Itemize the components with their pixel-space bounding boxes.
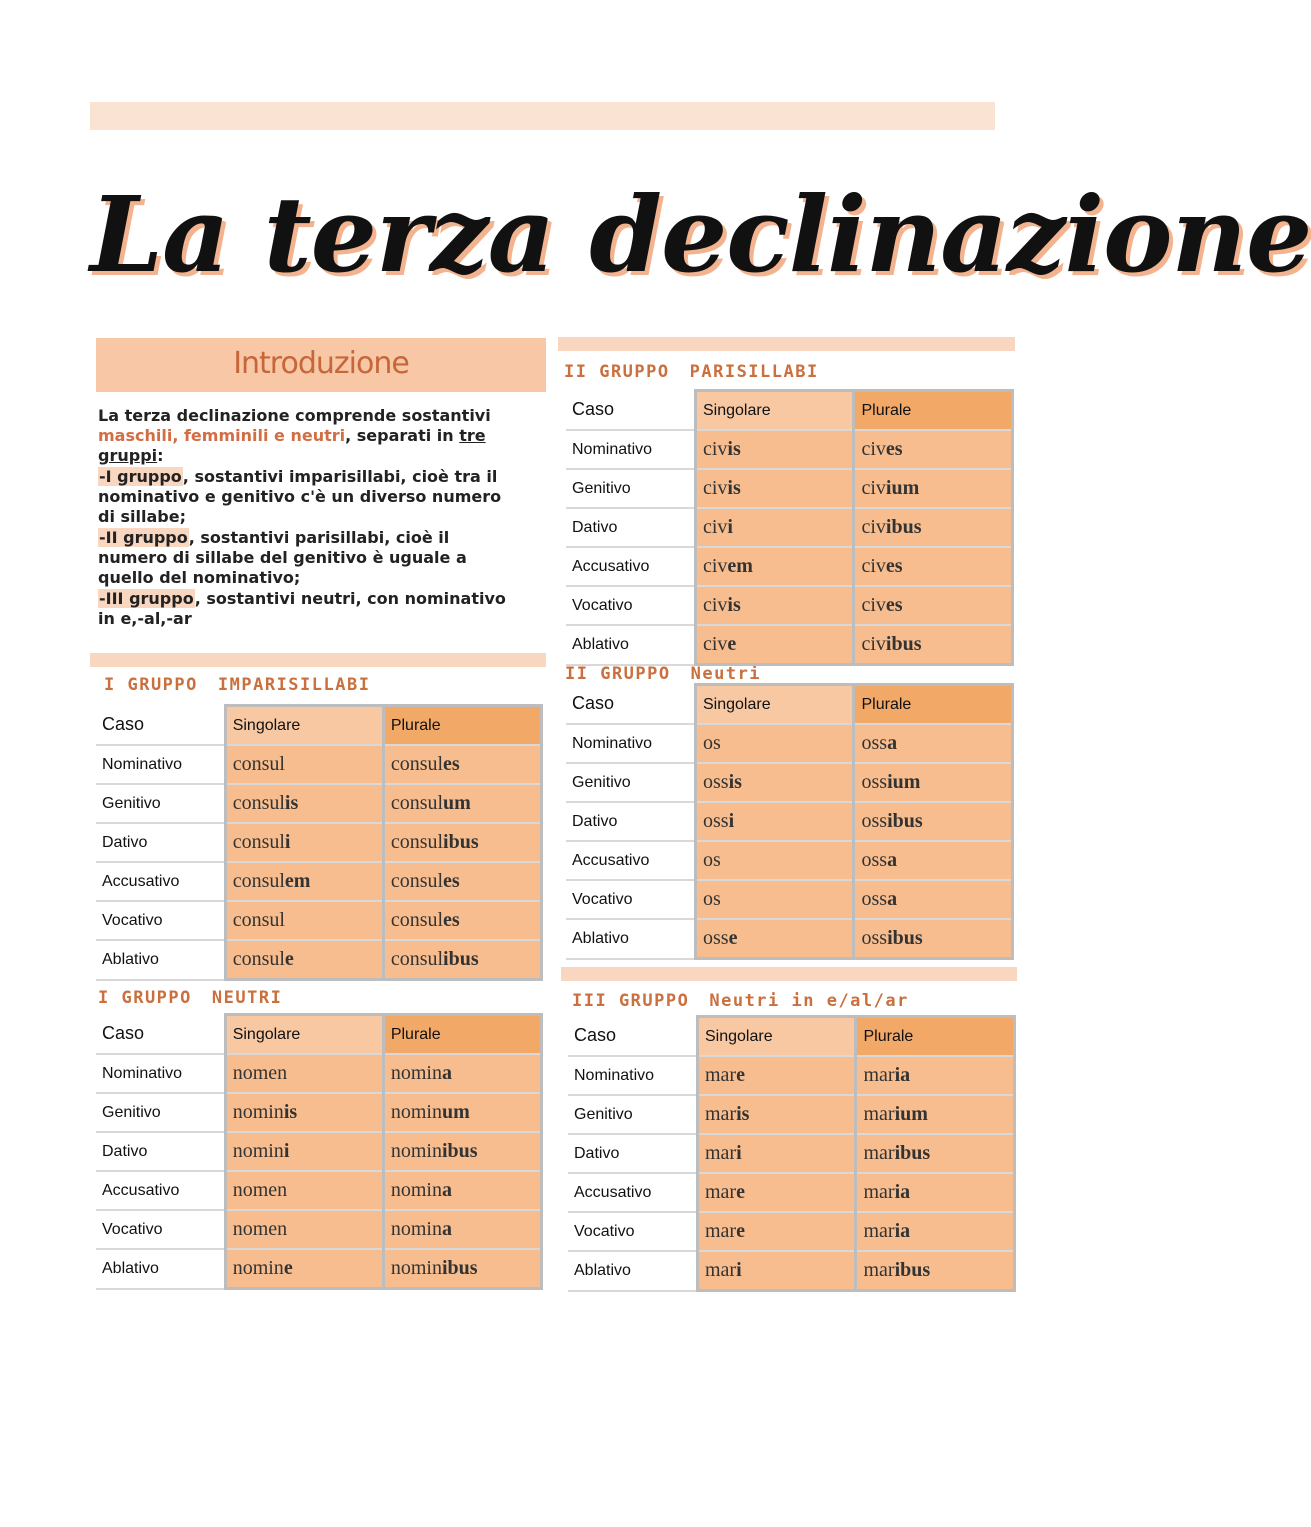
table-row [566,508,1013,547]
section-group: II GRUPPO [565,664,671,684]
plural-form [383,1132,541,1171]
intro-text-part: , separati in [345,426,460,445]
word-ending: i [736,1259,742,1281]
plural-form [383,784,541,823]
singular-form [695,880,854,919]
word-stem: civ [702,594,728,616]
header-plurale: Plurale [856,1017,1015,1057]
intro-paragraph-4 [98,589,518,629]
intro-highlight: maschili, femminili e neutri [98,426,346,445]
word-stem: os [702,732,721,754]
word-stem: mar [704,1220,737,1242]
word-ending: ibus [887,927,923,949]
word-stem: civ [702,555,728,577]
intro-group-marker: -I gruppo [99,467,182,486]
word-ending: i [728,810,735,832]
singular-form [225,940,383,980]
section-type: IMPARISILLABI [217,675,371,695]
intro-paragraph-3 [98,528,518,588]
case-label: Genitivo [96,1093,225,1132]
plural-form [383,1249,541,1289]
header-caso: Caso [96,1015,225,1055]
word-stem: oss [702,810,729,832]
header-plurale: Plurale [854,391,1013,431]
table-row [566,919,1013,959]
word-ending: es [885,594,903,616]
table-row [568,1095,1015,1134]
word-ending: i [284,831,291,853]
case-label: Ablativo [96,940,225,980]
case-label: Genitivo [568,1095,697,1134]
header-caso: Caso [568,1017,697,1057]
word-stem: civ [861,555,886,577]
word-stem: civ [702,477,728,499]
word-ending: ibus [887,810,923,832]
header-singolare: Singolare [225,706,383,746]
section-group: I GRUPPO [104,675,198,695]
case-label: Nominativo [96,1054,225,1093]
word-ending: ia [894,1064,911,1086]
word-ending: ium [894,1103,928,1125]
plural-form [854,919,1013,959]
table-row [566,586,1013,625]
intro-paragraph-2 [98,467,518,527]
word-ending: i [736,1142,742,1164]
case-label: Dativo [96,823,225,862]
word-stem: nomen [232,1218,288,1240]
top-decor-bar [90,102,995,130]
singular-form [697,1134,856,1173]
word-ending: i [727,516,733,538]
intro-paragraph-1 [98,406,518,466]
word-stem: nomin [390,1257,442,1279]
singular-form [225,862,383,901]
table-row [96,901,542,940]
section-group: III GRUPPO [572,991,690,1011]
case-label: Vocativo [566,586,695,625]
case-label: Dativo [566,508,695,547]
case-label: Dativo [568,1134,697,1173]
word-ending: is [728,771,742,793]
table-row [566,880,1013,919]
divider-right-bottom [561,967,1017,981]
singular-form [225,745,383,784]
word-ending: em [727,555,753,577]
word-ending: ibus [441,1257,478,1279]
word-stem: mar [704,1142,737,1164]
word-stem: os [702,849,721,871]
table-row [566,469,1013,508]
divider-left-mid [90,653,546,667]
case-label: Vocativo [566,880,695,919]
word-stem: oss [861,771,888,793]
table-row [566,625,1013,665]
table-row [96,940,542,980]
word-stem: civ [702,633,728,655]
case-label: Accusativo [566,841,695,880]
intro-text-part: , sostantivi imparisillabi, cioè tra il nominativo e genitivo c'è un diverso numero di sillabe; [98,467,502,526]
singular-form [695,724,854,763]
word-ending: is [727,477,741,499]
plural-form [856,1095,1015,1134]
word-ending: e [736,1220,745,1242]
word-ending: es [443,753,460,775]
word-stem: mar [863,1064,895,1086]
word-ending: es [443,870,460,892]
plural-form [854,430,1013,469]
plural-form [383,901,541,940]
table-row [96,1054,542,1093]
plural-form [854,586,1013,625]
case-label: Vocativo [568,1212,697,1251]
plural-form [383,1054,541,1093]
plural-form [854,880,1013,919]
case-label: Accusativo [96,1171,225,1210]
plural-form [854,841,1013,880]
word-stem: nomen [232,1062,288,1084]
plural-form [383,1093,541,1132]
word-stem: mar [863,1142,895,1164]
word-stem: consul [390,792,444,814]
table-neutri-2 [566,683,1014,960]
word-stem: mar [863,1181,895,1203]
section-type: NEUTRI [211,988,283,1008]
word-ending: a [887,732,898,754]
section-label-neutri-2 [565,664,761,684]
intro-text-part: , sostantivi parisillabi, cioè il numero di sillabe del genitivo è uguale a quello del nominativo; [98,528,467,587]
word-stem: oss [861,927,888,949]
table-header-row [568,1017,1015,1057]
header-caso: Caso [566,391,695,431]
header-plurale: Plurale [383,706,541,746]
singular-form [695,469,854,508]
word-ending: i [283,1140,290,1162]
word-ending: em [284,870,311,892]
singular-form [225,1093,383,1132]
word-stem: oss [702,927,729,949]
table-row [96,1210,542,1249]
word-stem: nomin [390,1218,442,1240]
table-row [566,430,1013,469]
word-ending: ibus [894,1142,931,1164]
plural-form [854,547,1013,586]
singular-form [695,919,854,959]
plural-form [383,862,541,901]
word-ending: a [441,1218,452,1240]
table-row [566,547,1013,586]
word-ending: is [284,792,299,814]
word-ending: es [885,438,903,460]
intro-text-part: La terza declinazione comprende sostantivi [98,406,491,425]
case-label: Nominativo [566,430,695,469]
word-stem: consul [232,948,285,970]
intro-text [98,406,518,630]
word-ending: e [283,1257,293,1279]
word-ending: ibus [441,1140,478,1162]
table-row [568,1056,1015,1095]
word-ending: ibus [894,1259,931,1281]
plural-form [856,1056,1015,1095]
intro-group-marker: -III gruppo [99,589,194,608]
table-row [566,802,1013,841]
word-stem: civ [861,633,886,655]
plural-form [383,1210,541,1249]
word-stem: mar [704,1064,737,1086]
word-stem: consul [232,870,285,892]
word-ending: um [441,1101,470,1123]
word-ending: is [727,438,741,460]
section-label-imparisillabi [104,675,370,695]
singular-form [695,802,854,841]
word-stem: civ [861,438,886,460]
section-label-parisillabi [564,362,819,382]
table-header-row [96,1015,542,1055]
case-label: Vocativo [96,901,225,940]
table-row [96,745,542,784]
case-label: Dativo [96,1132,225,1171]
singular-form [225,1249,383,1289]
word-ending: ium [887,771,921,793]
word-ending: ibus [885,633,922,655]
word-ending: e [727,633,737,655]
table-row [96,784,542,823]
word-ending: ibus [443,948,479,970]
word-stem: os [702,888,721,910]
case-label: Nominativo [568,1056,697,1095]
intro-underline: tre gruppi [98,426,486,465]
word-stem: civ [702,438,728,460]
singular-form [225,1210,383,1249]
plural-form [856,1251,1015,1291]
word-stem: civ [861,516,886,538]
header-caso: Caso [566,685,695,725]
table-row [566,724,1013,763]
divider-right-top [558,337,1015,351]
case-label: Ablativo [566,625,695,665]
word-stem: civ [702,516,728,538]
case-label: Genitivo [96,784,225,823]
word-stem: nomin [390,1101,442,1123]
table-header-row [566,391,1013,431]
singular-form [695,841,854,880]
singular-form [697,1173,856,1212]
intro-heading: Introduzione [233,346,409,381]
intro-heading-box [96,338,546,392]
word-stem: consul [390,870,444,892]
section-type: PARISILLABI [689,362,819,382]
word-ending: is [727,594,741,616]
case-label: Accusativo [566,547,695,586]
case-label: Vocativo [96,1210,225,1249]
word-stem: nomin [232,1101,284,1123]
table-neutri-3 [568,1015,1016,1292]
word-stem: oss [861,888,888,910]
plural-form [383,745,541,784]
plural-form [854,802,1013,841]
word-stem: oss [702,771,729,793]
case-label: Ablativo [96,1249,225,1289]
section-group: I GRUPPO [98,988,192,1008]
word-ending: a [887,849,898,871]
word-ending: ibus [885,516,922,538]
section-label-neutri-1 [98,988,282,1008]
table-header-row [96,706,542,746]
word-stem: mar [863,1259,895,1281]
word-stem: consul [390,948,444,970]
case-label: Ablativo [568,1251,697,1291]
header-singolare: Singolare [225,1015,383,1055]
table-row [96,1249,542,1289]
plural-form [856,1212,1015,1251]
word-stem: consul [390,753,444,775]
singular-form [695,763,854,802]
word-stem: mar [704,1259,737,1281]
word-ending: ia [894,1220,911,1242]
word-stem: consul [390,831,444,853]
page-title: La terza declinazione [90,173,1311,296]
table-row [96,1093,542,1132]
singular-form [225,901,383,940]
word-stem: nomin [232,1257,284,1279]
plural-form [856,1173,1015,1212]
singular-form [695,547,854,586]
plural-form [383,1171,541,1210]
word-stem: mar [704,1103,737,1125]
singular-form [695,508,854,547]
table-row [96,823,542,862]
word-ending: is [736,1103,750,1125]
header-plurale: Plurale [854,685,1013,725]
intro-text-part: , sostantivi neutri, con nominativo in e,-al,-ar [98,589,506,628]
table-row [568,1134,1015,1173]
word-stem: consul [232,909,285,931]
intro-text-part: : [157,446,164,465]
table-parisillabi [566,389,1014,666]
word-ending: a [441,1179,452,1201]
plural-form [383,823,541,862]
word-stem: nomin [390,1140,442,1162]
word-stem: civ [861,477,886,499]
word-stem: nomin [390,1062,442,1084]
singular-form [225,1132,383,1171]
word-stem: consul [232,831,285,853]
table-row [568,1212,1015,1251]
table-row [96,1132,542,1171]
singular-form [225,784,383,823]
table-neutri-1 [96,1013,543,1290]
table-row [566,841,1013,880]
section-label-neutri-3 [572,991,909,1011]
case-label: Accusativo [568,1173,697,1212]
table-header-row [566,685,1013,725]
plural-form [854,469,1013,508]
plural-form [856,1134,1015,1173]
word-ending: a [441,1062,452,1084]
plural-form [854,508,1013,547]
word-ending: e [736,1064,745,1086]
word-stem: oss [861,849,888,871]
singular-form [695,625,854,665]
plural-form [854,763,1013,802]
case-label: Ablativo [566,919,695,959]
table-row [566,763,1013,802]
word-stem: consul [232,753,285,775]
case-label: Genitivo [566,763,695,802]
header-singolare: Singolare [697,1017,856,1057]
section-type: Neutri in e/al/ar [709,991,909,1011]
word-stem: nomin [232,1140,284,1162]
table-row [568,1173,1015,1212]
singular-form [697,1056,856,1095]
case-label: Accusativo [96,862,225,901]
word-ending: es [885,555,903,577]
singular-form [697,1095,856,1134]
singular-form [695,586,854,625]
word-stem: nomen [232,1179,288,1201]
intro-group-marker: -II gruppo [99,528,188,547]
plural-form [854,625,1013,665]
table-imparisillabi [96,704,543,981]
word-ending: um [443,792,471,814]
table-row [96,1171,542,1210]
word-stem: mar [704,1181,737,1203]
word-ending: e [284,948,294,970]
table-row [96,862,542,901]
word-ending: ibus [443,831,479,853]
section-type: Neutri [690,664,762,684]
word-ending: e [728,927,738,949]
case-label: Genitivo [566,469,695,508]
word-ending: a [887,888,898,910]
singular-form [697,1251,856,1291]
header-plurale: Plurale [383,1015,541,1055]
word-ending: e [736,1181,745,1203]
header-singolare: Singolare [695,685,854,725]
word-stem: mar [863,1220,895,1242]
word-stem: consul [232,792,285,814]
word-ending: ia [894,1181,911,1203]
section-group: II GRUPPO [564,362,670,382]
word-stem: oss [861,732,888,754]
word-stem: nomin [390,1179,442,1201]
header-singolare: Singolare [695,391,854,431]
singular-form [697,1212,856,1251]
singular-form [695,430,854,469]
case-label: Nominativo [96,745,225,784]
case-label: Nominativo [566,724,695,763]
word-ending: ium [885,477,920,499]
plural-form [383,940,541,980]
word-stem: civ [861,594,886,616]
word-ending: es [443,909,460,931]
word-stem: oss [861,810,888,832]
plural-form [854,724,1013,763]
singular-form [225,1171,383,1210]
word-stem: mar [863,1103,895,1125]
word-ending: is [283,1101,298,1123]
case-label: Dativo [566,802,695,841]
singular-form [225,823,383,862]
table-row [568,1251,1015,1291]
word-stem: consul [390,909,444,931]
header-caso: Caso [96,706,225,746]
singular-form [225,1054,383,1093]
